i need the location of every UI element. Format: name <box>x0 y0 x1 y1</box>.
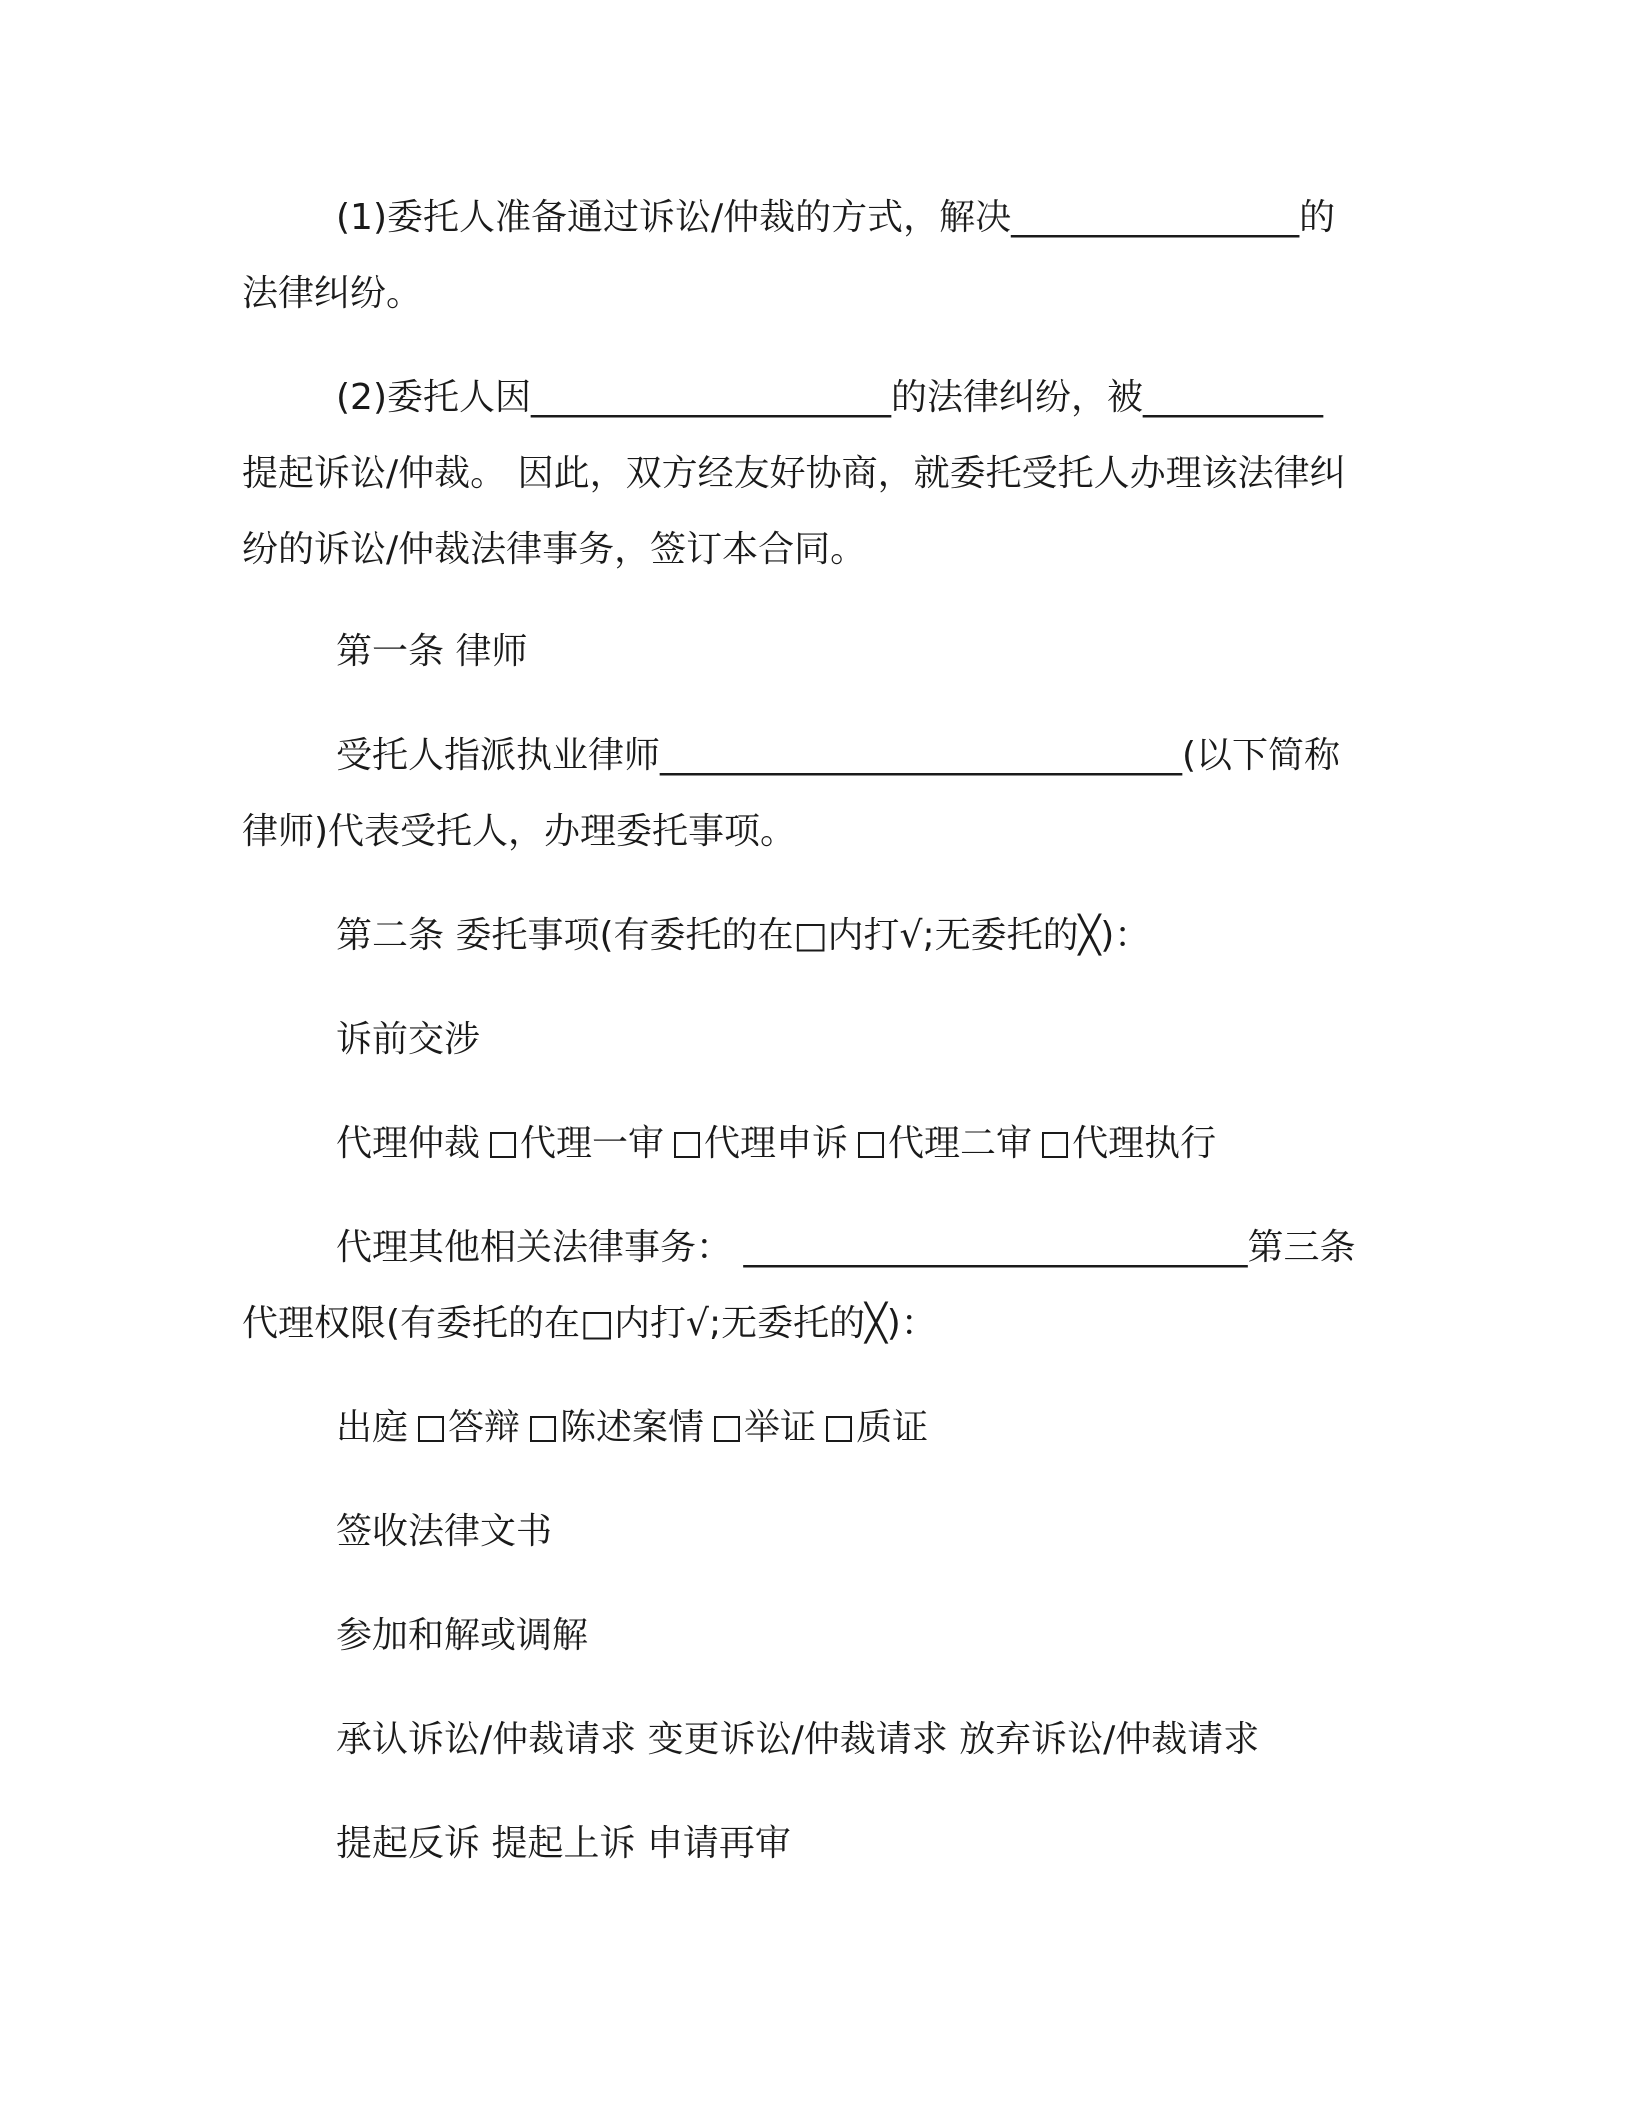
paragraph-2-line-2: 提起诉讼/仲裁。 因此，双方经友好协商，就委托受托人办理该法律纠 <box>242 453 1346 494</box>
sign-documents-text: 签收法律文书 <box>336 1511 553 1552</box>
power-option-label: 出庭 <box>336 1407 409 1448</box>
power-option-label: 答辩 <box>448 1407 521 1448</box>
powers-options-row <box>336 1406 1402 1450</box>
power-checkbox[interactable] <box>418 1416 444 1442</box>
other-matters-line-1: 代理其他相关法律事务： ____________________________第三条 <box>336 1227 1356 1268</box>
power-checkbox[interactable] <box>714 1416 740 1442</box>
pre-litigation-text: 诉前交涉 <box>336 1019 481 1060</box>
appeals-text: 提起反诉 提起上诉 申请再审 <box>336 1823 791 1864</box>
article-1-line-2: 律师)代表受托人，办理委托事项。 <box>242 811 797 852</box>
agency-option-label: 代理一审 <box>520 1123 665 1164</box>
power-checkbox[interactable] <box>826 1416 852 1442</box>
paragraph-1-line-2: 法律纠纷。 <box>242 273 423 314</box>
power-checkbox[interactable] <box>530 1416 556 1442</box>
article-2-title: 第二条 委托事项(有委托的在□内打√;无委托的╳)： <box>336 915 1151 956</box>
article-1-title: 第一条 律师 <box>336 631 528 672</box>
paragraph-1-line-1: (1)委托人准备通过诉讼/仲裁的方式，解决________________的 <box>336 197 1336 238</box>
claims-text: 承认诉讼/仲裁请求 变更诉讼/仲裁请求 放弃诉讼/仲裁请求 <box>336 1719 1260 1760</box>
agency-option-label: 代理二审 <box>888 1123 1033 1164</box>
paragraph-2-line-3: 纷的诉讼/仲裁法律事务，签订本合同。 <box>242 529 867 570</box>
power-option-label: 质证 <box>856 1407 929 1448</box>
agency-checkbox[interactable] <box>674 1132 700 1158</box>
agency-checkbox[interactable] <box>490 1132 516 1158</box>
article-1-line-1: 受托人指派执业律师_____________________________(以下简称 <box>336 735 1341 776</box>
agency-option-label: 代理申诉 <box>704 1123 849 1164</box>
power-option-label: 陈述案情 <box>560 1407 705 1448</box>
agency-checkbox[interactable] <box>858 1132 884 1158</box>
paragraph-2-line-1: (2)委托人因____________________的法律纠纷，被__________ <box>336 377 1323 418</box>
agency-option-label: 代理执行 <box>1072 1123 1217 1164</box>
agency-checkbox[interactable] <box>1042 1132 1068 1158</box>
agency-option-label: 代理仲裁 <box>336 1123 481 1164</box>
power-option-label: 举证 <box>744 1407 817 1448</box>
agency-options-row <box>336 1122 1402 1166</box>
mediation-text: 参加和解或调解 <box>336 1615 589 1656</box>
article-3-title: 代理权限(有委托的在□内打√;无委托的╳)： <box>242 1303 937 1344</box>
